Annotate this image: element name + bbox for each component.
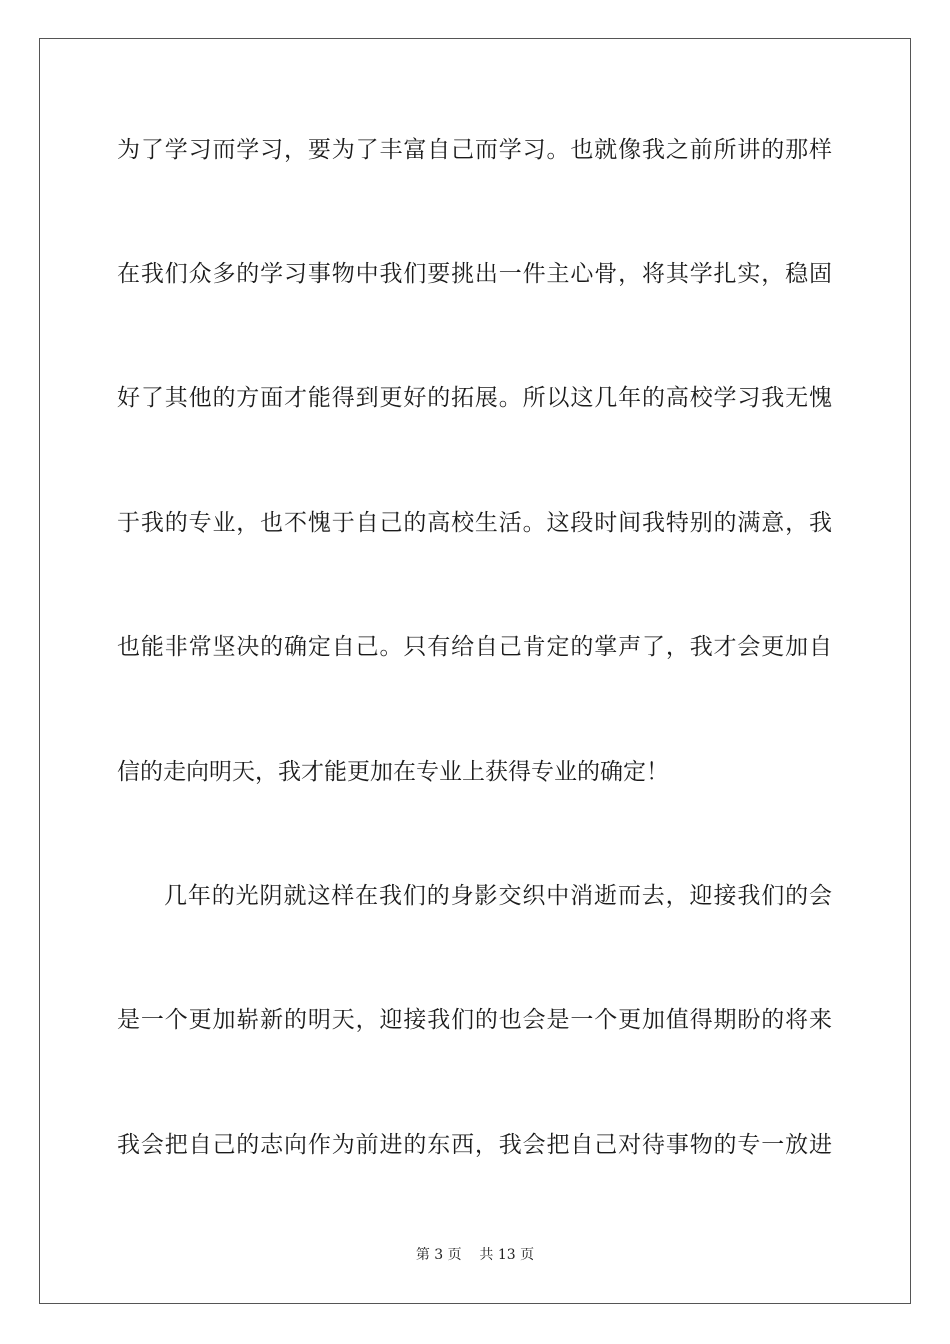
text-line: 信的走向明天，我才能更加在专业上获得专业的确定！ — [117, 759, 669, 785]
text-line: 于我的专业，也不愧于自己的高校生活。这段时间我特别的满意，我 — [117, 510, 832, 536]
text-line: 在我们众多的学习事物中我们要挑出一件主心骨，将其学扎实，稳固 — [117, 261, 832, 287]
page-border — [39, 38, 911, 1304]
text-line: 也能非常坚决的确定自己。只有给自己肯定的掌声了，我才会更加自 — [117, 634, 832, 660]
text-line: 是一个更加崭新的明天，迎接我们的也会是一个更加值得期盼的将来 — [117, 1007, 832, 1033]
page-number-footer: 第 3 页 共 13 页 — [415, 1247, 535, 1263]
text-line: 好了其他的方面才能得到更好的拓展。所以这几年的高校学习我无愧 — [117, 385, 832, 411]
paragraph-first-line: 几年的光阴就这样在我们的身影交织中消逝而去，迎接我们的会 — [164, 883, 832, 909]
text-line: 我会把自己的志向作为前进的东西，我会把自己对待事物的专一放进 — [117, 1132, 832, 1158]
text-line: 为了学习而学习，要为了丰富自己而学习。也就像我之前所讲的那样 — [117, 137, 832, 163]
